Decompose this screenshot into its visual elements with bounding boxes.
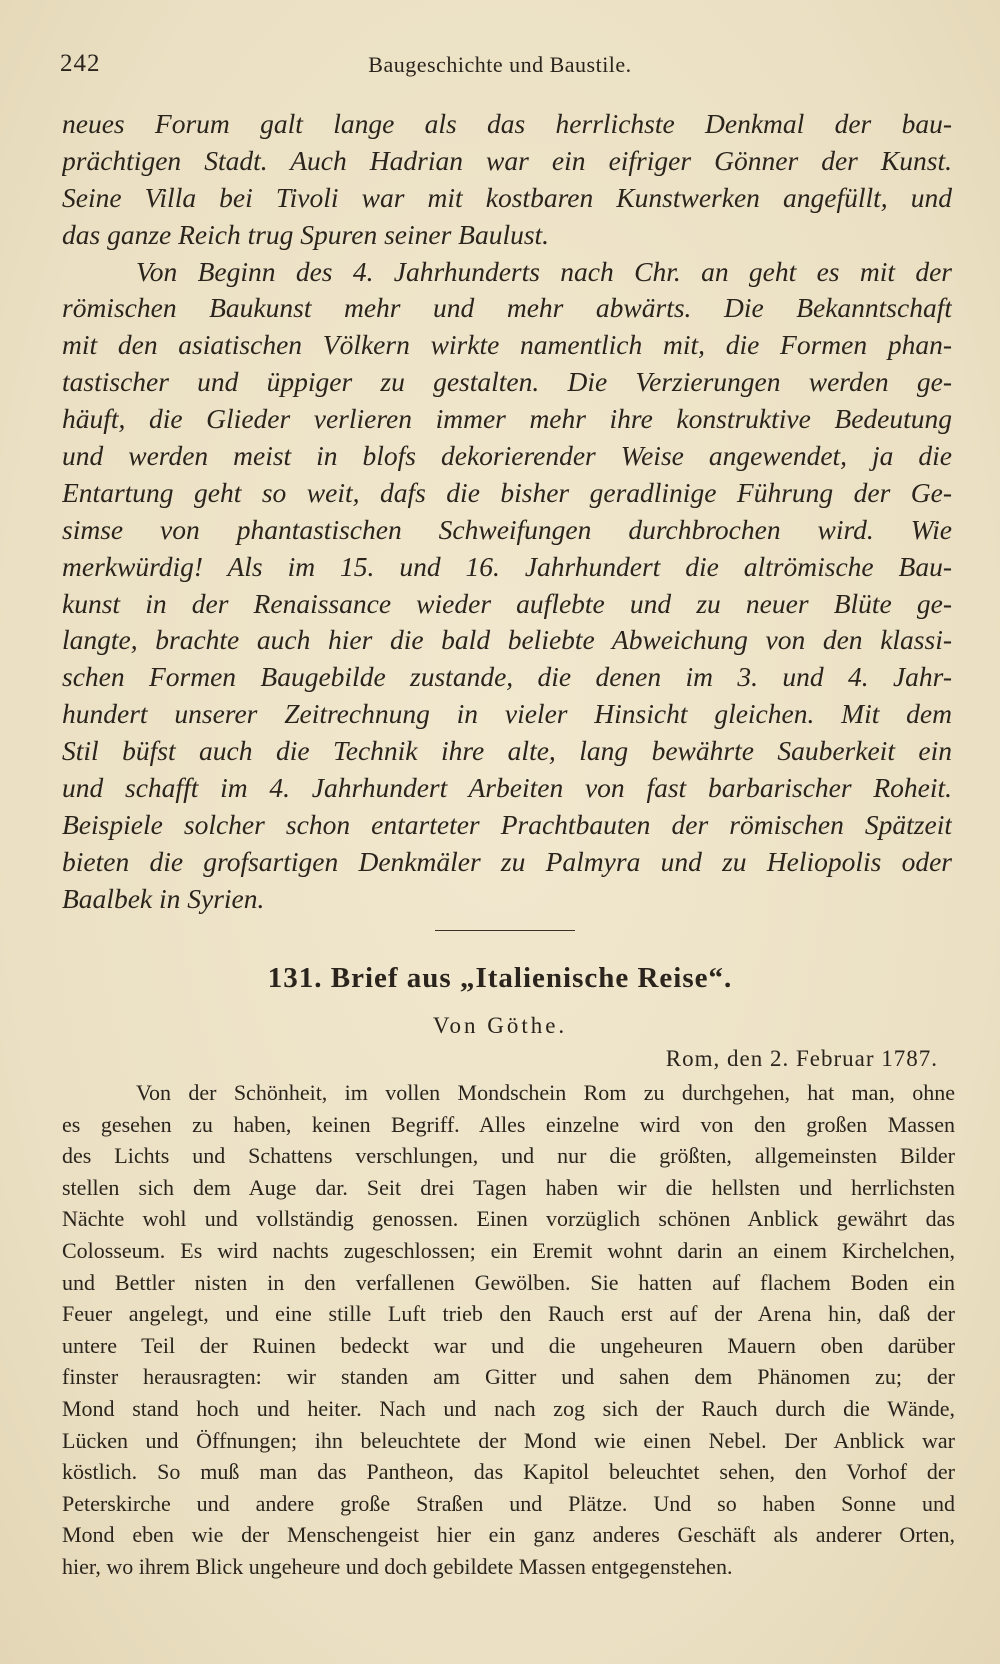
- letter-line: Colosseum. Es wird nachts zugeschlossen; ein Eremit wohnt darin an einem Kirchelchen,: [62, 1237, 955, 1263]
- text-line: schen Formen Baugebilde zustande, die denen im 3. und 4. Jahr-: [62, 661, 952, 693]
- section-divider: [435, 930, 575, 931]
- section-title: 131. Brief aus „Italienische Reise“.: [267, 962, 733, 994]
- letter-line: finster herausragten: wir standen am Gitter und sahen dem Phänomen zu; der: [62, 1364, 955, 1390]
- text-line: und schafft im 4. Jahrhundert Arbeiten von fast barbarischer Roheit.: [62, 772, 952, 804]
- letter-line: Feuer angelegt, und eine stille Luft trieb den Rauch erst auf der Arena hin, daß der: [62, 1301, 955, 1327]
- text-line: das ganze Reich trug Spuren seiner Baulust.: [62, 218, 550, 250]
- letter-line: und Bettler nisten in den verfallenen Gewölben. Sie hatten auf flachem Boden ein: [62, 1269, 955, 1295]
- text-line: häuft, die Glieder verlieren immer mehr ihre konstruktive Bedeutung: [62, 403, 952, 435]
- text-line: und werden meist in blofs dekorierender Weise angewendet, ja die: [62, 440, 952, 472]
- page-header: [60, 44, 940, 84]
- text-line: neues Forum galt lange als das herrlichste Denkmal der bau-: [62, 108, 952, 139]
- text-line: kunst in der Renaissance wieder auflebte und zu neuer Blüte ge-: [62, 587, 952, 619]
- page-number: 242: [60, 50, 101, 77]
- text-line: tastischer und üppiger zu gestalten. Die Verzierungen werden ge-: [62, 366, 952, 398]
- letter-line: Nächte wohl und vollständig genossen. Einen vorzüglich schönen Anblick gewährt das: [62, 1206, 955, 1232]
- text-line: römischen Baukunst mehr und mehr abwärts. Die Bekanntschaft: [62, 292, 952, 324]
- letter-line: köstlich. So muß man das Pantheon, das Kapitol beleuchtet sehen, den Vorhof der: [62, 1459, 955, 1485]
- letter-line: untere Teil der Ruinen bedeckt war und die ungeheuren Mauern oben darüber: [62, 1332, 955, 1358]
- text-line: prächtigen Stadt. Auch Hadrian war ein eifriger Gönner der Kunst.: [62, 144, 952, 176]
- letter-line: es gesehen zu haben, keinen Begriff. Alles einzelne wird von den großen Massen: [62, 1111, 955, 1137]
- text-line: Beispiele solcher schon entarteter Prachtbauten der römischen Spätzeit: [62, 808, 952, 840]
- letter-line: Mond stand hoch und heiter. Nach und nach zog sich der Rauch durch die Wände,: [62, 1395, 955, 1421]
- letter-line: Von der Schönheit, im vollen Mondschein Rom zu durchgehen, hat man, ohne: [136, 1080, 955, 1105]
- section-author: Von Göthe.: [432, 1013, 568, 1038]
- letter-line: stellen sich dem Auge dar. Seit drei Tagen haben wir die hellsten und herrlichsten: [62, 1174, 955, 1200]
- letter-line: Lücken und Öffnungen; ihn beleuchtete der Mond wie einen Nebel. Der Anblick war: [62, 1427, 955, 1453]
- letter-line: des Lichts und Schattens verschlungen, und nur die größten, allgemeinsten Bilder: [62, 1143, 955, 1169]
- text-line: hundert unserer Zeitrechnung in vieler Hinsicht gleichen. Mit dem: [62, 698, 952, 730]
- text-line: Baalbek in Syrien.: [62, 882, 265, 914]
- text-line: merkwürdig! Als im 15. und 16. Jahrhundert die altrömische Bau-: [62, 550, 952, 582]
- letter-text-block: [62, 1077, 955, 1583]
- text-line: Stil büfst auch die Technik ihre alte, lang bewährte Sauberkeit ein: [62, 735, 952, 767]
- letter-line: Peterskirche und andere große Straßen und Plätze. Und so haben Sonne und: [62, 1490, 955, 1516]
- text-line: mit den asiatischen Völkern wirkte namentlich mit, die Formen phan-: [62, 329, 952, 361]
- italic-text-block: [62, 106, 952, 918]
- text-line: Entartung geht so weit, dafs die bisher geradlinige Führung der Ge-: [62, 476, 952, 508]
- letter-line: Mond eben wie der Menschengeist hier ein ganz anderes Geschäft als anderer Orten,: [62, 1522, 955, 1548]
- running-title: Baugeschichte und Baustile.: [368, 52, 632, 77]
- text-line: Von Beginn des 4. Jahrhunderts nach Chr. an geht es mit der: [136, 255, 952, 287]
- letter-dateline: Rom, den 2. Februar 1787.: [665, 1046, 938, 1071]
- text-line: langte, brachte auch hier die bald beliebte Abweichung von den klassi-: [62, 624, 952, 656]
- text-line: Seine Villa bei Tivoli war mit kostbaren Kunstwerken angefüllt, und: [62, 181, 952, 213]
- text-line: simse von phantastischen Schweifungen durchbrochen wird. Wie: [62, 513, 952, 545]
- letter-line: hier, wo ihrem Blick ungeheure und doch gebildete Massen entgegenstehen.: [62, 1553, 733, 1579]
- text-line: bieten die grofsartigen Denkmäler zu Palmyra und zu Heliopolis oder: [62, 845, 952, 877]
